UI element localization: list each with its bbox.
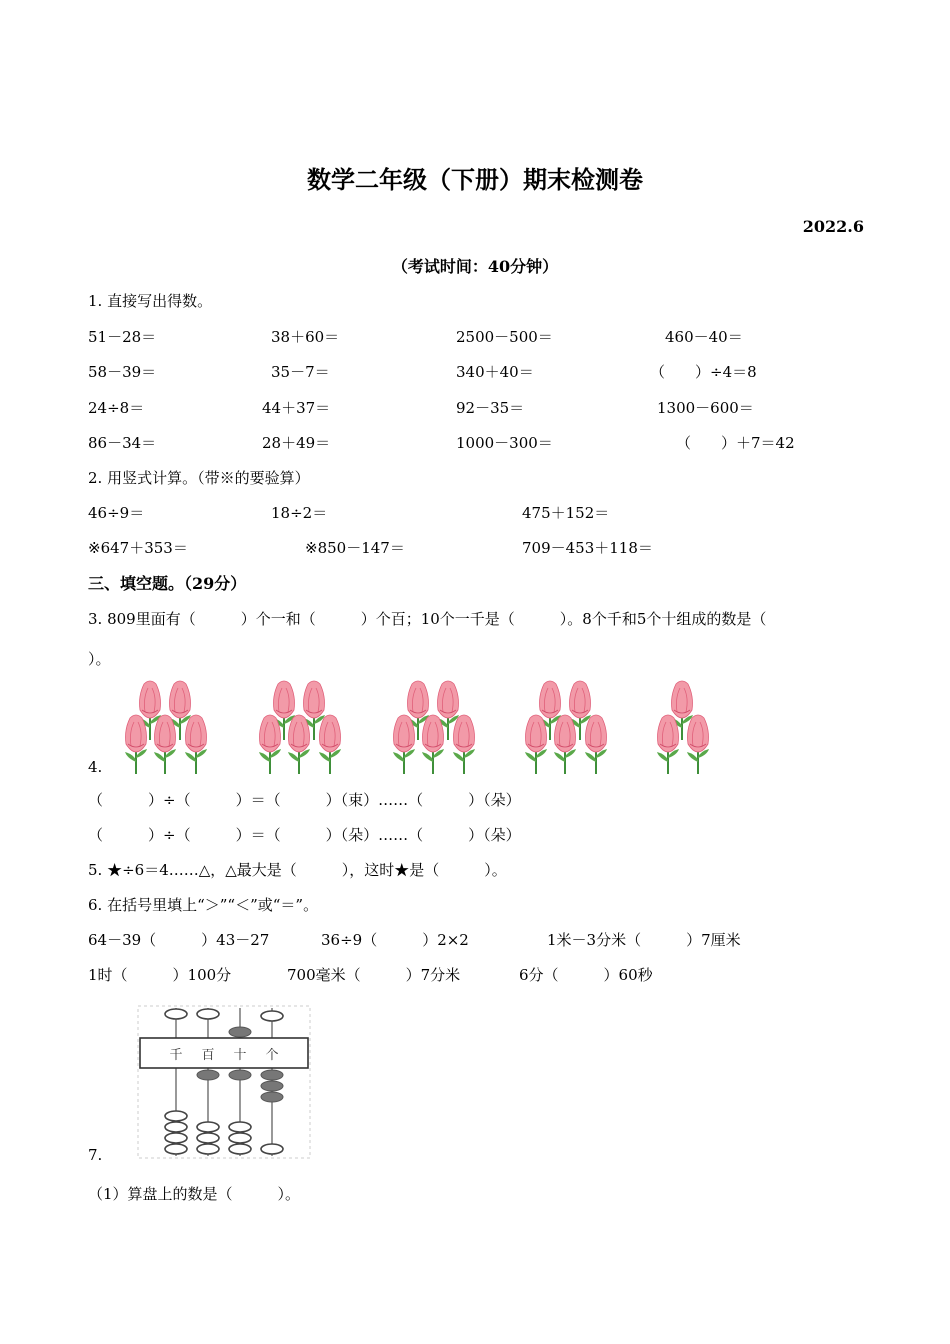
q1-cell: 38＋60＝: [271, 328, 340, 346]
q1-cell: 58－39＝: [88, 363, 157, 381]
q1-cell: 1300－600＝: [657, 399, 754, 417]
q1-cell: 340＋40＝: [456, 363, 534, 381]
q1-cell: （ ）÷4＝8: [650, 363, 757, 381]
rose-bouquet-1: [118, 672, 228, 776]
q1-cell: 28＋49＝: [262, 434, 331, 452]
abacus-label-tens: 十: [233, 1048, 247, 1063]
section-heading: 三、填空题。（29分）: [88, 574, 247, 593]
q5: 5. ★÷6＝4……△，△最大是（ ），这时★是（ ）。: [88, 861, 507, 879]
q1-label: 1. 直接写出得数。: [88, 292, 213, 310]
abacus-label-thousands: 千: [169, 1048, 183, 1063]
q6-cell: 1时（ ）100分: [88, 966, 232, 984]
abacus-label-hundreds: 百: [201, 1048, 215, 1063]
q2-cell: 18÷2＝: [271, 504, 328, 522]
abacus: [134, 1002, 316, 1162]
q1-cell: 35－7＝: [271, 363, 330, 381]
q3-line2: ）。: [88, 650, 111, 668]
q1-cell: 92－35＝: [456, 399, 525, 417]
q4-line1: （ ）÷（ ）＝（ ）（束）……（ ）（朵）: [88, 791, 521, 809]
q1-cell: 51－28＝: [88, 328, 157, 346]
rose-bouquet-2: [252, 672, 362, 776]
q1-cell: 1000－300＝: [456, 434, 553, 452]
exam-time: （考试时间：40分钟）: [391, 257, 559, 276]
rose-bouquet-4: [518, 672, 628, 776]
q3-line1: 3. 809里面有（ ）个一和（ ）个百；10个一千是（ ）。8个千和5个十组成的数是（: [88, 610, 767, 628]
q2-cell: 475＋152＝: [522, 504, 610, 522]
q6-cell: 6分（ ）60秒: [519, 966, 653, 984]
q1-cell: （ ）＋7＝42: [676, 434, 795, 452]
q7-number: 7.: [88, 1146, 103, 1164]
q4-line2: （ ）÷（ ）＝（ ）（朵）……（ ）（朵）: [88, 826, 521, 844]
q6-cell: 1米－3分米（ ）7厘米: [547, 931, 741, 949]
q2-cell: 46÷9＝: [88, 504, 145, 522]
q1-cell: 2500－500＝: [456, 328, 553, 346]
q2-cell: ※850－147＝: [305, 539, 405, 557]
q2-cell: 709－453＋118＝: [522, 539, 653, 557]
rose-bouquet-3: [386, 672, 496, 776]
abacus-label-ones: 个: [265, 1048, 279, 1063]
q4-number: 4.: [88, 758, 103, 776]
q2-label: 2. 用竖式计算。（带※的要验算）: [88, 469, 310, 487]
q6-cell: 700毫米（ ）7分米: [287, 966, 461, 984]
rose-bouquet-5: [648, 672, 728, 776]
q1-cell: 44＋37＝: [262, 399, 331, 417]
q6-cell: 64－39（ ）43－27: [88, 931, 270, 949]
q1-cell: 24÷8＝: [88, 399, 145, 417]
q2-cell: ※647＋353＝: [88, 539, 188, 557]
q6-cell: 36÷9（ ）2×2: [321, 931, 469, 949]
page-title: 数学二年级（下册）期末检测卷: [307, 165, 643, 194]
q7-sub1: （1）算盘上的数是（ ）。: [88, 1185, 301, 1203]
exam-date: 2022.6: [802, 217, 864, 236]
q1-cell: 460－40＝: [665, 328, 743, 346]
q6-label: 6. 在括号里填上“＞”“＜”或“＝”。: [88, 896, 319, 914]
q1-cell: 86－34＝: [88, 434, 157, 452]
